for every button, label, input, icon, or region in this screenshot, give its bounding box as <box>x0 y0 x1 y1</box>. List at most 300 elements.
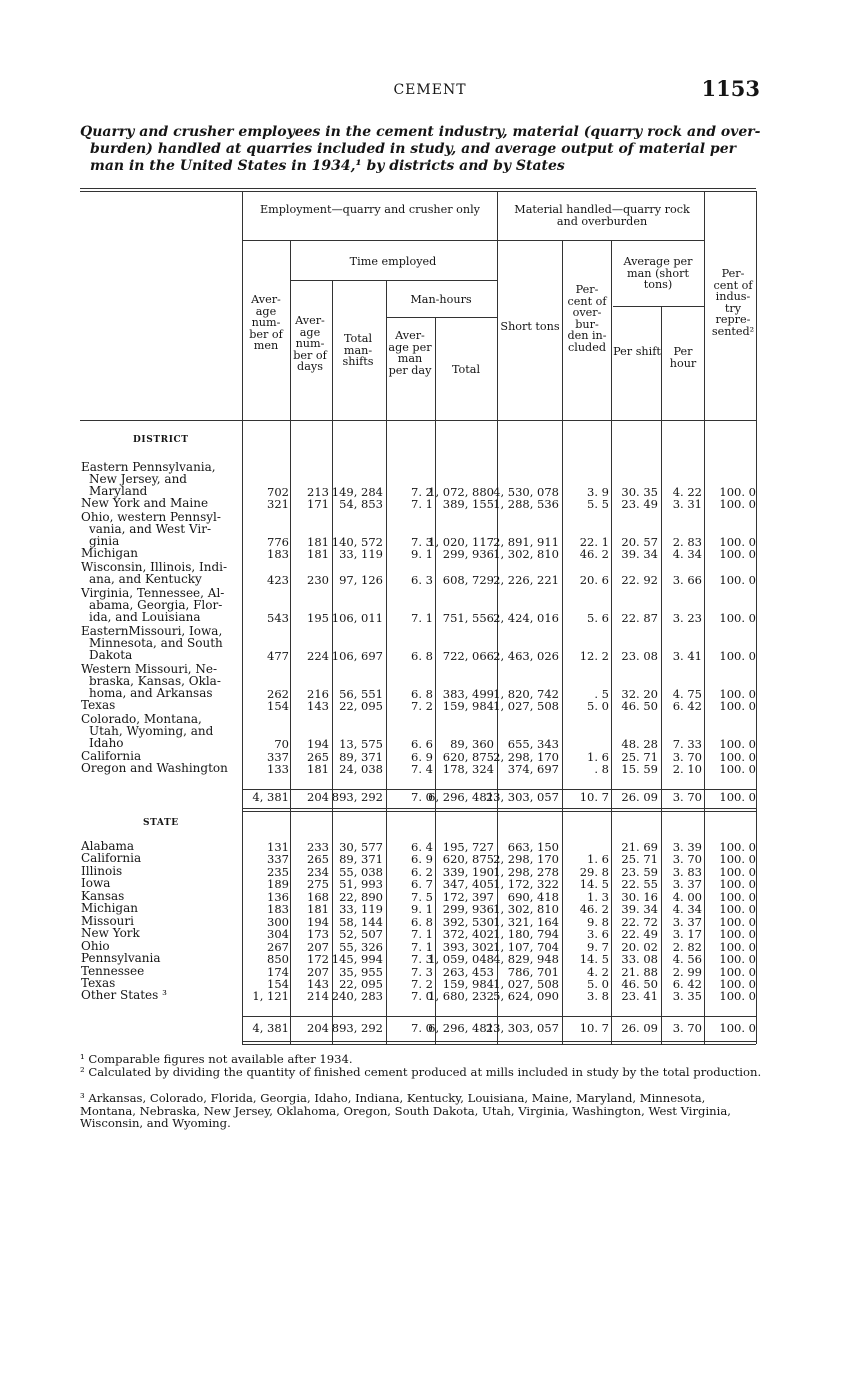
cell-total-hours: 1, 680, 232 <box>428 989 494 1004</box>
row-label-line: abama, Georgia, Flor- <box>89 597 223 612</box>
cell-total-hours: 372, 402 <box>442 927 494 942</box>
total-avg-hours-day: 7. 0 <box>411 790 433 804</box>
rule-line <box>242 240 497 241</box>
cell-total-shifts: 56, 551 <box>339 687 383 701</box>
cell-avg-hours-day: 6. 8 <box>411 649 433 663</box>
row-label-line: Texas <box>81 698 116 712</box>
cell-avg-hours-day: 6. 2 <box>411 864 433 879</box>
cell-pct-overburden: 14. 5 <box>579 877 609 892</box>
cell-per-hour: 3. 66 <box>672 573 702 587</box>
total-pct-industry: 100. 0 <box>719 790 756 804</box>
cell-short-tons: 655, 343 <box>507 737 559 751</box>
cell-total-shifts: 55, 326 <box>339 939 383 954</box>
header-overburden: Per- cent of over- bur- den in- cluded <box>567 283 607 354</box>
running-head: CEMENT <box>393 82 467 98</box>
cell-avg-men: 543 <box>267 611 289 625</box>
cell-per-shift: 46. 50 <box>621 976 658 991</box>
cell-pct-overburden: 14. 5 <box>579 952 609 967</box>
cell-total-hours: 89, 360 <box>450 737 494 751</box>
cell-per-shift: 22. 72 <box>621 914 658 929</box>
cell-avg-men: 423 <box>267 573 289 587</box>
cell-total-shifts: 30, 577 <box>339 840 383 854</box>
cell-total-hours: 608, 729 <box>442 573 494 587</box>
cell-avg-days: 207 <box>307 964 329 979</box>
cell-short-tons: 2, 226, 221 <box>493 573 559 587</box>
row-label-line: Utah, Wyoming, and <box>89 723 214 738</box>
cell-pct-industry: 100. 0 <box>719 649 756 663</box>
cell-total-shifts: 149, 284 <box>331 485 383 499</box>
cell-avg-hours-day: 7. 1 <box>411 927 433 942</box>
total-short-tons: 23, 303, 057 <box>485 790 559 804</box>
total-per-shift: 26. 09 <box>621 790 658 804</box>
row-label-line: New York and Maine <box>81 496 209 510</box>
cell-short-tons: 1, 107, 704 <box>493 939 559 954</box>
table-row <box>0 863 860 879</box>
cell-per-hour: 3. 70 <box>672 852 702 867</box>
cell-total-shifts: 54, 853 <box>339 497 383 511</box>
cell-per-hour: 6. 42 <box>672 699 702 713</box>
cell-per-hour: 3. 31 <box>672 497 702 511</box>
cell-pct-industry: 100. 0 <box>719 750 756 764</box>
cell-short-tons: 663, 150 <box>507 840 559 854</box>
rule-line <box>386 317 497 318</box>
cell-total-hours: 347, 405 <box>442 877 494 892</box>
cell-total-shifts: 106, 697 <box>331 649 383 663</box>
cell-avg-hours-day: 6. 3 <box>411 573 433 587</box>
header-avg-per-day: Aver- age per man per day <box>388 329 432 377</box>
cell-total-hours: 392, 530 <box>442 914 494 929</box>
cell-pct-overburden: 9. 8 <box>587 914 609 929</box>
cell-total-shifts: 51, 993 <box>339 877 383 892</box>
total-avg-hours-day: 7. 0 <box>411 1021 433 1035</box>
cell-per-hour: 4. 34 <box>672 547 702 561</box>
row-label-line: Michigan <box>81 546 138 560</box>
cell-total-shifts: 22, 890 <box>339 889 383 904</box>
table-row <box>0 963 860 979</box>
cell-total-shifts: 140, 572 <box>331 535 383 549</box>
header-material: Material handled—quarry rock and overburden <box>514 203 690 228</box>
cell-pct-industry: 100. 0 <box>719 927 756 942</box>
cell-avg-hours-day: 6. 8 <box>411 687 433 701</box>
total-row <box>0 791 860 803</box>
cell-avg-men: 262 <box>267 687 289 701</box>
cell-pct-overburden: . 5 <box>594 687 609 701</box>
cell-pct-overburden: 22. 1 <box>579 535 609 549</box>
row-label-line: homa, and Arkansas <box>89 685 213 700</box>
cell-per-shift: 30. 35 <box>621 485 658 499</box>
cell-avg-men: 131 <box>267 840 289 854</box>
cell-avg-days: 195 <box>307 611 329 625</box>
cell-per-hour: 3. 70 <box>672 750 702 764</box>
cell-total-hours: 389, 155 <box>442 497 494 511</box>
header-industry-pct: Per- cent of indus- try repre- sented² <box>711 267 755 338</box>
cell-avg-days: 171 <box>307 497 329 511</box>
cell-per-hour: 4. 34 <box>672 902 702 917</box>
cell-avg-men: 337 <box>267 750 289 764</box>
caption-line: Quarry and crusher employees in the cement industry, material (quarry rock and over- <box>80 124 761 140</box>
row-label-line: ana, and Kentucky <box>89 571 202 586</box>
cell-pct-overburden: 5. 5 <box>587 497 609 511</box>
cell-pct-overburden: 3. 9 <box>587 485 609 499</box>
cell-avg-hours-day: 7. 4 <box>411 762 433 776</box>
cell-pct-overburden: 1. 3 <box>587 889 609 904</box>
cell-short-tons: 5, 624, 090 <box>493 989 559 1004</box>
cell-avg-men: 136 <box>267 889 289 904</box>
section-district-heading: DISTRICT <box>133 435 189 445</box>
cell-pct-overburden: 1. 6 <box>587 750 609 764</box>
cell-avg-days: 194 <box>307 737 329 751</box>
cell-total-shifts: 33, 119 <box>339 902 383 917</box>
rule-line <box>80 188 756 189</box>
cell-avg-hours-day: 7. 0 <box>411 989 433 1004</box>
cell-avg-hours-day: 6. 7 <box>411 877 433 892</box>
table-row <box>0 763 860 775</box>
cell-total-hours: 339, 190 <box>442 864 494 879</box>
row-label-line: Kansas <box>81 888 125 903</box>
cell-per-shift: 39. 34 <box>621 547 658 561</box>
cell-per-shift: 22. 55 <box>621 877 658 892</box>
cell-avg-hours-day: 6. 6 <box>411 737 433 751</box>
cell-avg-days: 265 <box>307 750 329 764</box>
row-label-line: ida, and Louisiana <box>89 609 201 624</box>
rule-line <box>242 1044 756 1045</box>
cell-per-hour: 2. 83 <box>672 535 702 549</box>
cell-per-shift: 48. 28 <box>621 737 658 751</box>
row-label-line: Colorado, Montana, <box>81 712 202 726</box>
cell-avg-hours-day: 7. 2 <box>411 976 433 991</box>
cell-avg-days: 275 <box>307 877 329 892</box>
cell-total-shifts: 24, 038 <box>339 762 383 776</box>
cell-avg-men: 850 <box>267 952 289 967</box>
cell-per-hour: 2. 99 <box>672 964 702 979</box>
total-per-shift: 26. 09 <box>621 1021 658 1035</box>
cell-short-tons: 786, 701 <box>507 964 559 979</box>
cell-total-shifts: 240, 283 <box>331 989 383 1004</box>
cell-avg-days: 194 <box>307 914 329 929</box>
cell-short-tons: 1, 298, 278 <box>493 864 559 879</box>
row-label-line: Missouri <box>81 913 134 928</box>
cell-short-tons: 1, 321, 164 <box>493 914 559 929</box>
cell-avg-men: 321 <box>267 497 289 511</box>
cell-short-tons: 1, 027, 508 <box>493 976 559 991</box>
cell-avg-men: 300 <box>267 914 289 929</box>
table-row <box>0 700 860 712</box>
cell-total-hours: 1, 072, 880 <box>428 485 494 499</box>
cell-avg-hours-day: 9. 1 <box>411 547 433 561</box>
cell-total-hours: 159, 984 <box>442 976 494 991</box>
cell-avg-days: 181 <box>307 535 329 549</box>
cell-per-shift: 23. 08 <box>621 649 658 663</box>
cell-per-hour: 3. 23 <box>672 611 702 625</box>
cell-short-tons: 690, 418 <box>507 889 559 904</box>
section-state-heading: STATE <box>143 818 179 828</box>
cell-total-shifts: 22, 095 <box>339 976 383 991</box>
cell-avg-hours-day: 7. 1 <box>411 939 433 954</box>
row-label-line: Virginia, Tennessee, Al- <box>81 586 225 600</box>
cell-per-hour: 6. 42 <box>672 976 702 991</box>
cell-short-tons: 1, 172, 322 <box>493 877 559 892</box>
cell-per-hour: 3. 37 <box>672 877 702 892</box>
row-label-line: braska, Kansas, Okla- <box>89 673 221 688</box>
cell-pct-industry: 100. 0 <box>719 497 756 511</box>
cell-avg-men: 1, 121 <box>252 989 289 1004</box>
row-label-line: Eastern Pennsylvania, <box>81 460 216 474</box>
cell-avg-men: 183 <box>267 902 289 917</box>
cell-total-shifts: 13, 575 <box>339 737 383 751</box>
cell-pct-industry: 100. 0 <box>719 877 756 892</box>
cell-avg-hours-day: 6. 4 <box>411 840 433 854</box>
cell-pct-overburden: 12. 2 <box>579 649 609 663</box>
cell-avg-men: 477 <box>267 649 289 663</box>
cell-avg-hours-day: 6. 9 <box>411 852 433 867</box>
cell-per-hour: 2. 82 <box>672 939 702 954</box>
cell-total-shifts: 22, 095 <box>339 699 383 713</box>
cell-per-hour: 3. 41 <box>672 649 702 663</box>
cell-total-shifts: 89, 371 <box>339 852 383 867</box>
rule-line <box>80 191 756 192</box>
cell-pct-industry: 100. 0 <box>719 547 756 561</box>
cell-avg-days: 173 <box>307 927 329 942</box>
cell-per-shift: 21. 88 <box>621 964 658 979</box>
cell-avg-hours-day: 7. 3 <box>411 964 433 979</box>
cell-avg-days: 172 <box>307 952 329 967</box>
header-avg-men: Aver- age num- ber of men <box>249 293 283 353</box>
cell-short-tons: 2, 298, 170 <box>493 852 559 867</box>
caption-line: man in the United States in 1934,¹ by districts and by States <box>90 158 565 174</box>
cell-avg-hours-day: 7. 3 <box>411 952 433 967</box>
cell-pct-overburden: . 8 <box>594 762 609 776</box>
cell-pct-overburden: 3. 6 <box>587 927 609 942</box>
row-label-line: Alabama <box>81 839 135 853</box>
row-label-line: Texas <box>81 975 116 990</box>
row-label-line: Maryland <box>89 483 148 498</box>
row-label-line: Oregon and Washington <box>81 761 228 775</box>
cell-total-shifts: 35, 955 <box>339 964 383 979</box>
footnote-3: ³ Arkansas, Colorado, Florida, Georgia, Idaho, Indiana, Kentucky, Louisiana, Maine, Maryland, Minnesota, Montana, Nebraska, New Jersey, Oklahoma, Oregon, South Dakota, Utah, Virginia, Washington, West Virginia, Wisconsin, and Wyoming. <box>80 1091 731 1131</box>
header-short-tons: Short tons <box>500 320 560 333</box>
cell-pct-overburden: 46. 2 <box>579 902 609 917</box>
page-number: 1153 <box>701 76 760 101</box>
cell-pct-industry: 100. 0 <box>719 573 756 587</box>
cell-total-hours: 195, 727 <box>442 840 494 854</box>
header-total-shifts: Total man- shifts <box>342 332 374 369</box>
caption-line: burden) handled at quarries included in study, and average output of material per <box>90 141 736 157</box>
cell-avg-men: 304 <box>267 927 289 942</box>
table-row <box>0 853 860 865</box>
cell-per-shift: 25. 71 <box>621 852 658 867</box>
cell-avg-days: 230 <box>307 573 329 587</box>
header-man-hours: Man-hours <box>410 293 472 306</box>
cell-total-hours: 159, 984 <box>442 699 494 713</box>
cell-avg-days: 216 <box>307 687 329 701</box>
cell-avg-days: 207 <box>307 939 329 954</box>
cell-avg-hours-day: 7. 5 <box>411 889 433 904</box>
cell-per-hour: 4. 75 <box>672 687 702 701</box>
table-row <box>0 928 860 940</box>
cell-per-shift: 20. 02 <box>621 939 658 954</box>
cell-pct-industry: 100. 0 <box>719 699 756 713</box>
cell-per-hour: 3. 83 <box>672 864 702 879</box>
cell-pct-industry: 100. 0 <box>719 914 756 929</box>
row-label-line: Pennsylvania <box>81 951 161 966</box>
cell-avg-men: 776 <box>267 535 289 549</box>
cell-avg-hours-day: 7. 2 <box>411 485 433 499</box>
cell-per-shift: 22. 49 <box>621 927 658 942</box>
cell-short-tons: 1, 302, 810 <box>493 547 559 561</box>
cell-total-shifts: 145, 994 <box>331 952 383 967</box>
cell-per-hour: 7. 33 <box>672 737 702 751</box>
cell-avg-days: 234 <box>307 864 329 879</box>
rule-line <box>613 306 704 307</box>
row-label-line: Wisconsin, Illinois, Indi- <box>81 560 228 574</box>
cell-avg-men: 183 <box>267 547 289 561</box>
cell-pct-overburden: 5. 0 <box>587 699 609 713</box>
cell-per-shift: 15. 59 <box>621 762 658 776</box>
cell-per-shift: 33. 08 <box>621 952 658 967</box>
cell-total-hours: 1, 020, 117 <box>428 535 494 549</box>
cell-pct-industry: 100. 0 <box>719 762 756 776</box>
cell-avg-days: 224 <box>307 649 329 663</box>
header-avg-per-man: Average per man (short tons) <box>623 255 693 292</box>
total-total-shifts: 893, 292 <box>331 790 383 804</box>
cell-per-shift: 20. 57 <box>621 535 658 549</box>
footnote-1: ¹ Comparable figures not available after 1934. <box>80 1052 353 1066</box>
cell-short-tons: 1, 820, 742 <box>493 687 559 701</box>
total-total-shifts: 893, 292 <box>331 1021 383 1035</box>
cell-avg-days: 143 <box>307 699 329 713</box>
header-time-employed: Time employed <box>349 255 437 268</box>
cell-pct-overburden: 3. 8 <box>587 989 609 1004</box>
cell-avg-men: 154 <box>267 699 289 713</box>
row-label-line: Western Missouri, Ne- <box>81 662 218 676</box>
total-avg-men: 4, 381 <box>252 790 289 804</box>
cell-avg-hours-day: 7. 1 <box>411 611 433 625</box>
cell-per-hour: 3. 35 <box>672 989 702 1004</box>
cell-total-hours: 1, 059, 048 <box>428 952 494 967</box>
row-label-line: Tennessee <box>81 963 145 978</box>
cell-total-hours: 383, 499 <box>442 687 494 701</box>
cell-avg-days: 265 <box>307 852 329 867</box>
cell-avg-men: 174 <box>267 964 289 979</box>
cell-per-hour: 3. 37 <box>672 914 702 929</box>
table-row <box>0 571 860 587</box>
header-employment: Employment—quarry and crusher only <box>259 203 481 216</box>
cell-per-shift: 46. 50 <box>621 699 658 713</box>
cell-avg-men: 337 <box>267 852 289 867</box>
total-pct-industry: 100. 0 <box>719 1021 756 1035</box>
cell-avg-days: 181 <box>307 902 329 917</box>
cell-avg-men: 154 <box>267 976 289 991</box>
cell-per-shift: 25. 71 <box>621 750 658 764</box>
cell-pct-overburden: 9. 7 <box>587 939 609 954</box>
cell-total-hours: 393, 302 <box>442 939 494 954</box>
total-avg-days: 204 <box>307 1021 329 1035</box>
rule-line <box>242 808 756 809</box>
cell-short-tons: 374, 697 <box>507 762 559 776</box>
cell-pct-industry: 100. 0 <box>719 976 756 991</box>
row-label-line: ginia <box>89 533 120 548</box>
cell-total-hours: 620, 875 <box>442 852 494 867</box>
row-label-line: EasternMissouri, Iowa, <box>81 624 223 638</box>
cell-short-tons: 2, 891, 911 <box>493 535 559 549</box>
header-avg-days: Aver- age num- ber of days <box>293 314 327 374</box>
header-total-hours: Total <box>451 363 481 376</box>
cell-per-shift: 22. 87 <box>621 611 658 625</box>
cell-short-tons: 1, 180, 794 <box>493 927 559 942</box>
total-short-tons: 23, 303, 057 <box>485 1021 559 1035</box>
cell-pct-overburden: 4. 2 <box>587 964 609 979</box>
cell-short-tons: 2, 463, 026 <box>493 649 559 663</box>
cell-total-hours: 172, 397 <box>442 889 494 904</box>
cell-avg-days: 168 <box>307 889 329 904</box>
cell-per-hour: 2. 10 <box>672 762 702 776</box>
cell-per-hour: 4. 56 <box>672 952 702 967</box>
rule-line <box>242 811 756 812</box>
total-total-hours: 6, 296, 481 <box>428 790 494 804</box>
cell-total-shifts: 89, 371 <box>339 750 383 764</box>
cell-total-shifts: 58, 144 <box>339 914 383 929</box>
cell-total-hours: 263, 453 <box>442 964 494 979</box>
cell-short-tons: 4, 829, 948 <box>493 952 559 967</box>
row-label-line: Iowa <box>81 876 111 891</box>
table-row <box>0 609 860 625</box>
cell-per-hour: 4. 00 <box>672 889 702 904</box>
header-per-hour: Per hour <box>669 345 697 370</box>
cell-total-shifts: 97, 126 <box>339 573 383 587</box>
row-label-line: New Jersey, and <box>89 471 187 486</box>
cell-avg-days: 214 <box>307 989 329 1004</box>
cell-avg-men: 702 <box>267 485 289 499</box>
row-label-line: Ohio <box>81 938 110 953</box>
cell-avg-days: 143 <box>307 976 329 991</box>
cell-pct-industry: 100. 0 <box>719 852 756 867</box>
row-label-line: California <box>81 749 142 763</box>
cell-total-hours: 299, 936 <box>442 902 494 917</box>
cell-pct-industry: 100. 0 <box>719 737 756 751</box>
cell-total-shifts: 52, 507 <box>339 927 383 942</box>
total-pct-overburden: 10. 7 <box>579 790 609 804</box>
cell-pct-overburden: 1. 6 <box>587 852 609 867</box>
cell-total-hours: 178, 324 <box>442 762 494 776</box>
table-row <box>0 878 860 890</box>
total-row <box>0 1022 860 1034</box>
cell-avg-hours-day: 9. 1 <box>411 902 433 917</box>
cell-avg-men: 70 <box>274 737 289 751</box>
cell-per-shift: 39. 34 <box>621 902 658 917</box>
cell-short-tons: 2, 424, 016 <box>493 611 559 625</box>
cell-pct-industry: 100. 0 <box>719 840 756 854</box>
row-label-line: Michigan <box>81 901 138 916</box>
cell-total-shifts: 106, 011 <box>331 611 383 625</box>
total-per-hour: 3. 70 <box>672 1021 702 1035</box>
row-label-line: vania, and West Vir- <box>89 521 211 536</box>
cell-per-shift: 21. 69 <box>621 840 658 854</box>
row-label-line: Ohio, western Pennsyl- <box>81 510 221 524</box>
cell-total-hours: 722, 066 <box>442 649 494 663</box>
cell-total-hours: 751, 556 <box>442 611 494 625</box>
total-avg-days: 204 <box>307 790 329 804</box>
cell-pct-industry: 100. 0 <box>719 535 756 549</box>
cell-pct-industry: 100. 0 <box>719 687 756 701</box>
row-label-line: California <box>81 851 142 866</box>
row-label-line: Dakota <box>89 647 133 662</box>
total-total-hours: 6, 296, 481 <box>428 1021 494 1035</box>
cell-avg-days: 181 <box>307 547 329 561</box>
rule-line <box>242 1041 756 1042</box>
header-per-shift: Per shift <box>613 345 661 358</box>
cell-per-hour: 3. 17 <box>672 927 702 942</box>
cell-avg-hours-day: 6. 8 <box>411 914 433 929</box>
